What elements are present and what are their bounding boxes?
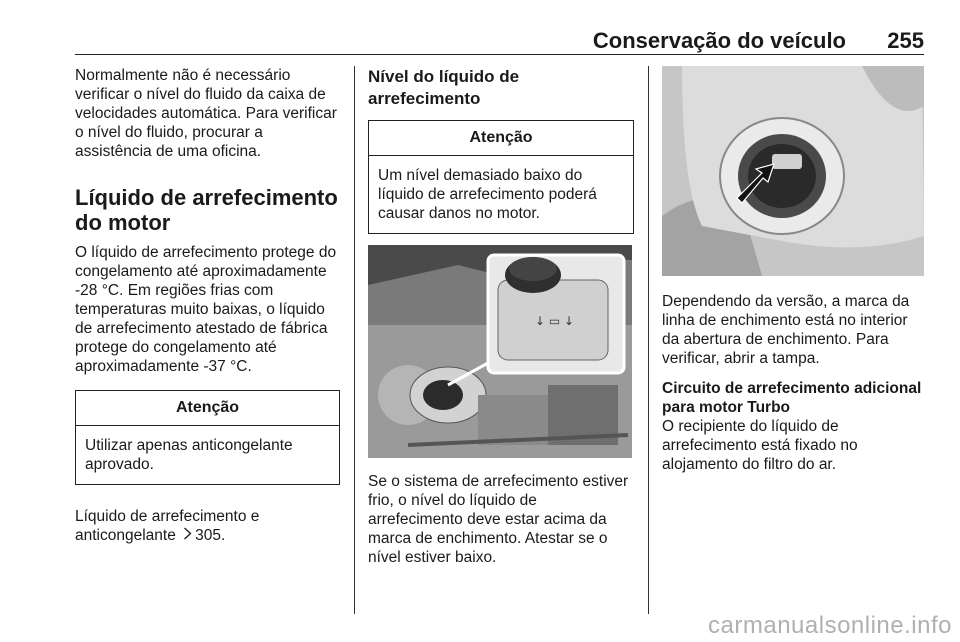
watermark: carmanualsonline.info xyxy=(708,612,952,639)
warning-title: Atenção xyxy=(369,121,633,156)
fill-mark-paragraph: Dependendo da versão, a marca da linha de enchimento está no interior da abertura de enchimento. Para verificar, abrir a tampa. xyxy=(662,293,910,367)
intro-paragraph: Normalmente não é necessário verificar o nível do fluido da caixa de velocidades automática. Para verificar o nível do fluido, procurar a assistência de uma oficina. xyxy=(75,67,337,160)
column-divider xyxy=(354,66,355,614)
column-left xyxy=(75,66,340,545)
column-middle xyxy=(368,66,634,567)
reference-arrow-icon xyxy=(183,526,192,545)
reference-text: Líquido de arrefecimento e anticongelante xyxy=(75,508,260,544)
coolant-paragraph: O líquido de arrefecimento protege do congelamento até aproximadamente -28 °C. Em regiões frias com temperaturas muito baixas, o líquido de arrefecimento atestado de fábrica protege do congelamento até aproximadamente -37 °C. xyxy=(75,244,337,375)
coolant-level-heading: Nível do líquido de arrefecimento xyxy=(368,67,520,108)
warning-box xyxy=(368,120,634,234)
column-divider xyxy=(648,66,649,614)
warning-text: Um nível demasiado baixo do líquido de arrefecimento poderá causar danos no motor. xyxy=(378,167,597,222)
filler-opening-image xyxy=(662,66,924,276)
reference-paragraph xyxy=(75,507,340,545)
warning-text: Utilizar apenas anticongelante aprovado. xyxy=(85,437,293,473)
turbo-circuit-paragraph: O recipiente do líquido de arrefecimento está fixado no alojamento do filtro do ar. xyxy=(662,418,858,473)
column-right xyxy=(662,66,924,474)
section-heading: Líquido de arrefecimento do motor xyxy=(75,185,338,235)
page-number: 255 xyxy=(887,28,924,53)
turbo-circuit-heading: Circuito de arrefecimento adicional para motor Turbo xyxy=(662,380,922,416)
coolant-level-paragraph: Se o sistema de arrefecimento estiver frio, o nível do líquido de arrefecimento deve estar acima da marca de enchimento. Atestar se o nível estiver baixo. xyxy=(368,473,629,566)
svg-text:↓ ▭ ↓: ↓ ▭ ↓ xyxy=(535,314,575,328)
warning-title: Atenção xyxy=(76,391,339,426)
page-title: Conservação do veículo xyxy=(592,28,846,53)
engine-bay-image xyxy=(368,245,632,458)
warning-box xyxy=(75,390,340,485)
page-header xyxy=(75,22,924,55)
reference-page[interactable]: 305. xyxy=(195,527,226,544)
